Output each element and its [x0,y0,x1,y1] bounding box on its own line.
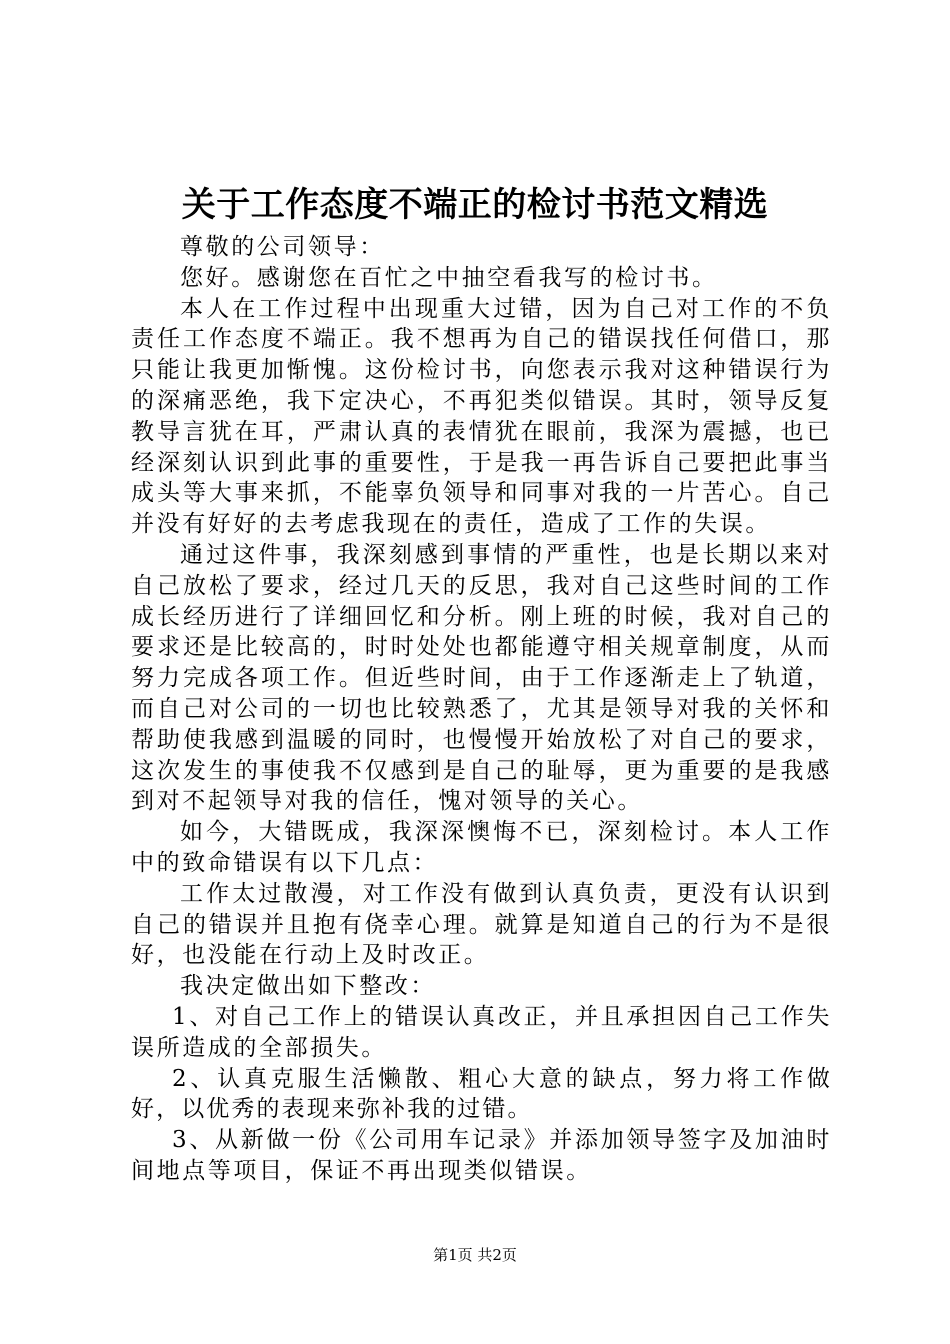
body-paragraph: 本人在工作过程中出现重大过错，因为自己对工作的不负责任工作态度不端正。我不想再为自己的错误找任何借口，那只能让我更加惭愧。这份检讨书，向您表示我对这种错误行为的深痛恶绝，我下定决心，不再犯类似错误。其时，领导反复教导言犹在耳，严肃认真的表情犹在眼前，我深为震撼，也已经深刻认识到此事的重要性，于是我一再告诉自己要把此事当成头等大事来抓，不能辜负领导和同事对我的一片苦心。自己并没有好好的去考虑我现在的责任，造成了工作的失误。 [131,295,832,538]
list-item: 3、从新做一份《公司用车记录》并添加领导签字及加油时间地点等项目，保证不再出现类似错误。 [131,1127,832,1184]
salutation: 尊敬的公司领导： [180,234,385,260]
body-paragraph: 我决定做出如下整改： [180,973,436,1000]
body-paragraph: 工作太过散漫，对工作没有做到认真负责，更没有认识到自己的错误并且抱有侥幸心理。就算是知道自己的行为不是很好，也没能在行动上及时改正。 [131,880,832,969]
greeting-paragraph: 您好。感谢您在百忙之中抽空看我写的检讨书。 [180,264,718,291]
document-body [131,232,832,1187]
list-item: 2、认真克服生活懒散、粗心大意的缺点，努力将工作做好，以优秀的表现来弥补我的过错。 [131,1065,832,1123]
page-number: 第1页 共2页 [433,1246,517,1264]
document-title: 关于工作态度不端正的检讨书范文精选 [181,185,769,225]
body-paragraph: 通过这件事，我深刻感到事情的严重性，也是长期以来对自己放松了要求，经过几天的反思，我对自己这些时间的工作成长经历进行了详细回忆和分析。刚上班的时候，我对自己的要求还是比较高的，时时处处也都能遵守相关规章制度，从而努力完成各项工作。但近些时间，由于工作逐渐走上了轨道，而自己对公司的一切也比较熟悉了，尤其是领导对我的关怀和帮助使我感到温暖的同时，也慢慢开始放松了对自己的要求，这次发生的事使我不仅感到是自己的耻辱，更为重要的是我感到对不起领导对我的信任，愧对领导的关心。 [131,541,832,815]
list-item: 1、对自己工作上的错误认真改正，并且承担因自己工作失误所造成的全部损失。 [131,1003,832,1061]
body-paragraph: 如今，大错既成，我深深懊悔不已，深刻检讨。本人工作中的致命错误有以下几点： [131,819,832,876]
